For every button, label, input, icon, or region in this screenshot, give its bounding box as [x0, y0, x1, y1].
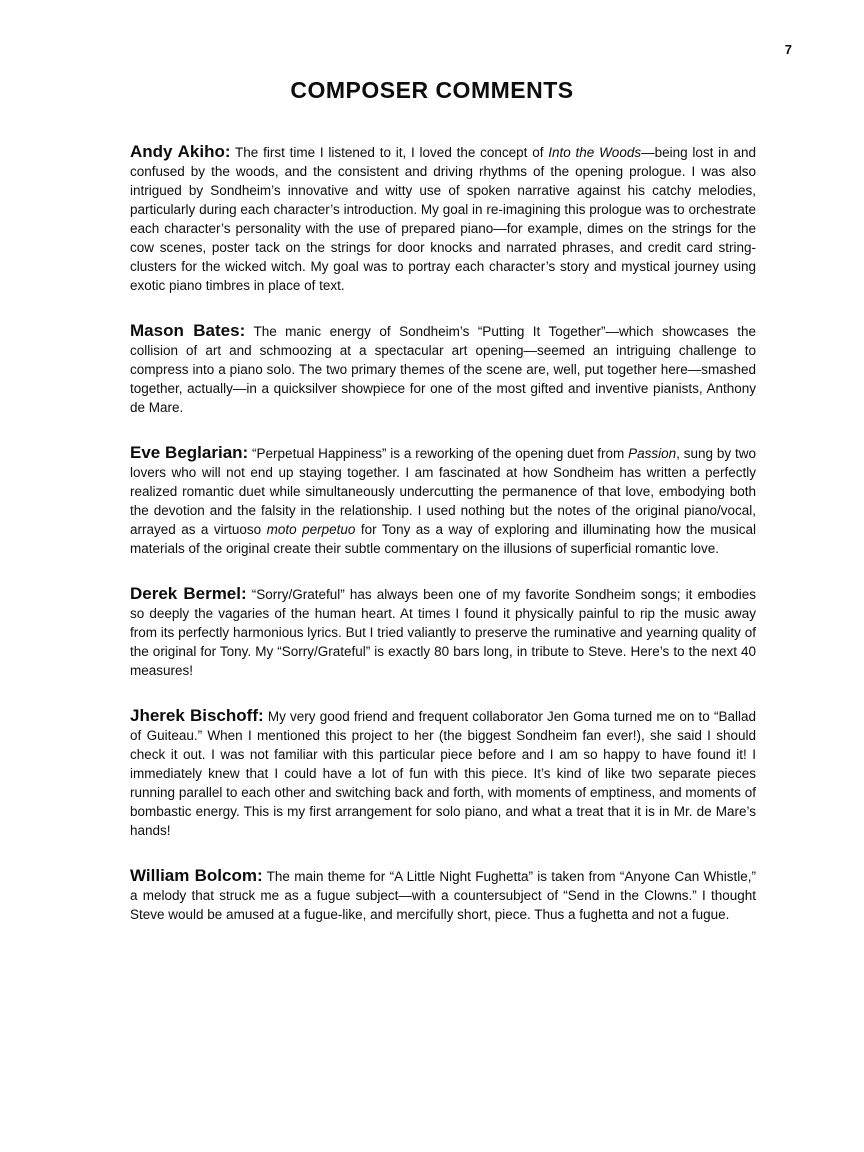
composer-name: Derek Bermel:	[130, 584, 247, 603]
composer-name: Eve Beglarian:	[130, 443, 249, 462]
composer-name: William Bolcom:	[130, 866, 263, 885]
comment-text: The manic energy of Sondheim’s “Putting It Together”—which showcases the collision of art and schmoozing at a spectacular art opening—seemed an intriguing challenge to compress into a piano solo. The two primary themes of the scene are, well, put together here—smashed together, actually—in a quicksilver showpiece for one of the most gifted and inventive pianists, Anthony de Mare.	[130, 324, 756, 415]
comment-entry	[130, 321, 756, 417]
composer-name: Andy Akiho:	[130, 142, 231, 161]
comment-text: The main theme for “A Little Night Fughetta” is taken from “Anyone Can Whistle,” a melody that struck me as a fugue subject—with a countersubject of “Send in the Clowns.” I thought Steve would be amused at a fugue-like, and mercifully short, piece. Thus a fughetta and not a fugue.	[130, 869, 756, 922]
comment-text: for Tony as a way of exploring and illuminating how the musical materials of the original create their subtle commentary on the illusions of superficial romantic love.	[130, 522, 757, 556]
comment-entry	[130, 142, 756, 295]
composer-comments-list	[130, 142, 756, 924]
comment-text-italic: Into the Woods	[548, 145, 642, 160]
page-number: 7	[784, 42, 792, 57]
comment-text: “Perpetual Happiness” is a reworking of the opening duet from	[252, 446, 629, 461]
comment-entry	[130, 443, 756, 558]
comment-entry	[130, 706, 756, 840]
composer-name: Mason Bates:	[130, 321, 246, 340]
comment-text: The first time I listened to it, I loved the concept of	[235, 145, 549, 160]
composer-name: Jherek Bischoff:	[130, 706, 264, 725]
comment-entry	[130, 584, 756, 680]
comment-text: , sung by two lovers who will not end up staying together. I am fascinated at how Sondheim has written a perfectly realized romantic duet while simultaneously undercutting the permanence of that love, embodying both the devotion and the falsity in the relationship. I used nothing but the notes of the original piano/vocal, arrayed as a virtuoso	[130, 446, 756, 537]
comment-entry	[130, 866, 756, 924]
page-title: COMPOSER COMMENTS	[290, 77, 574, 104]
comment-text: My very good friend and frequent collaborator Jen Goma turned me on to “Ballad of Guiteau.” When I mentioned this project to her (the biggest Sondheim fan ever!), she said I should check it out. I was not familiar with this particular piece before and I am so happy to have found it! I immediately knew that I could have a lot of fun with this piece. It’s kind of like two separate pieces running parallel to each other and switching back and forth, with moments of emptiness, and moments of bombastic energy. This is my first arrangement for solo piano, and what a treat that it is in Mr. de Mare’s hands!	[130, 709, 756, 838]
comment-text-italic: Passion	[628, 446, 677, 461]
comment-text: —being lost in and confused by the woods, and the consistent and driving rhythms of the opening prologue. I was also intrigued by Sondheim’s innovative and witty use of spoken narrative against his catchy melodies, particularly during each character’s introduction. My goal in re-imagining this prologue was to orchestrate each character’s personality with the use of prepared piano—for example, dimes on the strings for the cow scenes, poster tack on the strings for door knocks and narrated phrases, and credit card string-clusters for the wicked witch. My goal was to portray each character’s story and mystical journey using exotic piano timbres in place of text.	[130, 145, 756, 293]
comment-text-italic: moto perpetuo	[266, 522, 356, 537]
comment-text: “Sorry/Grateful” has always been one of my favorite Sondheim songs; it embodies so deeply the vagaries of the human heart. At times I found it physically painful to rip the music away from its perfectly harmonious lyrics. But I tried valiantly to preserve the ruminative and yearning quality of the original for Tony. My “Sorry/Grateful” is exactly 80 bars long, in tribute to Steve. Here’s to the next 40 measures!	[130, 587, 756, 678]
